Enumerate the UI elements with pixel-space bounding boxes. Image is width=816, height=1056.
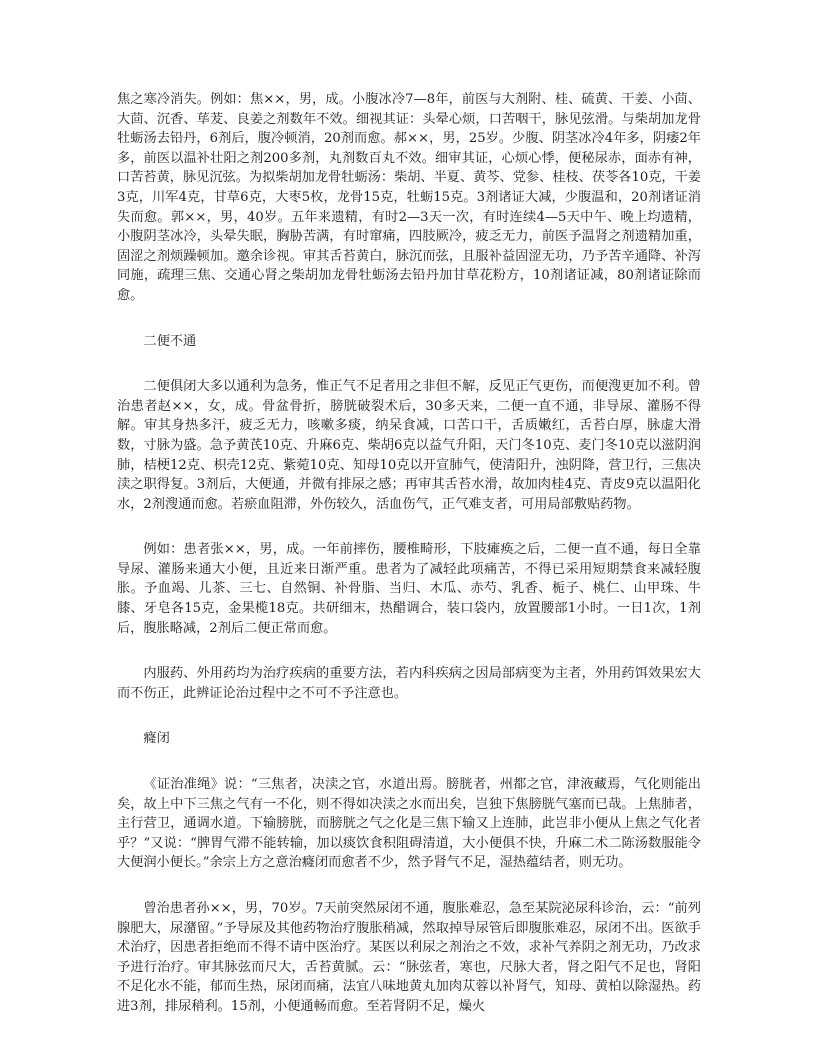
body-paragraph: 焦之寒冷消失。例如：焦××，男，成。小腹冰冷7—8年，前医与大剂附、桂、硫黄、干姜、小茴、大茴、沉香、荜茇、良姜之剂数年不效。细视其证：头晕心烦，口苦咽干，脉见弦滑。与柴胡加龙骨牡蛎汤去铅丹，6剂后，腹冷顿消，20剂而愈。郝××，男，25岁。少腹、阴茎冰冷4年多，阴痿2年多，前医以温补壮阳之剂200多剂，丸剂数百丸不效。细审其证，心烦心悸，便秘尿赤，面赤有神，口苦苔黄，脉见沉弦。为拟柴胡加龙骨牡蛎汤：柴胡、半夏、黄芩、党参、桂枝、茯苓各10克，干姜3克，川军4克，甘草6克，大枣5枚，龙骨15克，牡蛎15克。3剂诸证大减，少腹温和，20剂诸证消失而愈。郭××，男，40岁。五年来遗精，有时2—3天一次，有时连续4—5天中午、晚上均遗精，小腹阴茎冰冷，头晕失眠，胸胁苦满，有时窜痛，四肢厥冷，疲乏无力，前医予温肾之剂遗精加重，固涩之剂烦躁顿加。邀余诊视。审其舌苔黄白，脉沉而弦，且服补益固涩无功，乃予苦辛通降、补泻同施，疏理三焦、交通心肾之柴胡加龙骨牡蛎汤去铅丹加甘草花粉方，10剂诸证减，80剂诸证除而愈。 (117, 92, 701, 303)
body-paragraph: 二便俱闭大多以通利为急务，惟正气不足者用之非但不解，反见正气更伤，而便溲更加不利。曾治患者赵××，女，成。骨盆骨折，膀胱破裂术后，30多天来，二便一直不通，非导尿、灌肠不得解。审其身热多汗，疲乏无力，咳嗽多痰，纳呆食减，口苦口干，舌质嫩红，舌苔白厚，脉虚大滑数，寸脉为盛。急予黄芪10克、升麻6克、柴胡6克以益气升阳，天门冬10克、麦门冬10克以滋阴润肺，桔梗12克、枳壳12克、紫菀10克、知母10克以开宣肺气，使清阳升，浊阴降，营卫行，三焦决渎之职得复。3剂后，大便通，并微有排尿之感；再审其舌苔水滑，故加肉桂4克、青皮9克以温阳化水，2剂溲通而愈。若瘀血阻滞，外伤较久，活血伤气，正气难支者，可用局部敷贴药物。 (117, 379, 701, 512)
body-paragraph: 《证治准绳》说：“三焦者，决渎之官，水道出焉。膀胱者，州都之官，津液藏焉，气化则能出矣，故上中下三焦之气有一不化，则不得如决渎之水而出矣，岂独下焦膀胱气塞而已哉。上焦肺者，主行营卫，通调水道。下输膀胱，而膀胱之气之化是三焦下输又上连肺，此岂非小便从上焦之气化者乎？”又说：“脾胃气滞不能转输，加以痰饮食积阻碍清道，大小便俱不快，升麻二术二陈汤数服能令大便润小便长。”余宗上方之意治癃闭而愈者不少，然予肾气不足，湿热蕴结者，则无功。 (117, 777, 701, 871)
body-paragraph: 例如：患者张××，男，成。一年前摔伤，腰椎畸形，下肢瘫痪之后，二便一直不通，每日全靠导尿、灌肠来通大小便，且近来日渐严重。患者为了减轻此项痛苦，不得已采用短期禁食来减轻腹胀。予血竭、儿茶、三七、自然铜、补骨脂、当归、木瓜、赤芍、乳香、栀子、桃仁、山甲珠、牛膝、牙皂各15克，金果榄18克。共研细末，热醋调合，装口袋内，放置腰部1小时。一日1次，1剂后，腹胀略减，2剂后二便正常而愈。 (117, 542, 701, 636)
body-paragraph: 内服药、外用药均为治疗疾病的重要方法，若内科疾病之因局部病变为主者，外用药饵效果宏大而不伤正，此辨证论治过程中之不可不予注意也。 (117, 666, 701, 701)
body-paragraph: 曾治患者孙××，男，70岁。7天前突然尿闭不通，腹胀难忍，急至某院泌尿科诊治，云：“前列腺肥大，尿潴留。”予导尿及其他药物治疗腹胀稍减，然取掉导尿管后即腹胀难忍，尿闭不出。医欲手术治疗，因患者拒绝而不得不请中医治疗。某医以利尿之剂治之不效，求补气养阴之剂无功，乃改求予进行治疗。审其脉弦而尺大，舌苔黄腻。云：“脉弦者，寒也，尺脉大者，肾之阳气不足也，肾阳不足化水不能，郁而生热，尿闭而痛，法宜八味地黄丸加肉苁蓉以补肾气，知母、黄柏以除湿热。药进3剂，排尿稍利。15剂，小便通畅而愈。至若肾阴不足，燥火 (117, 901, 701, 1014)
section-heading: 二便不通 (143, 333, 197, 349)
section-heading: 癃闭 (143, 731, 170, 747)
text-column (117, 90, 701, 1017)
